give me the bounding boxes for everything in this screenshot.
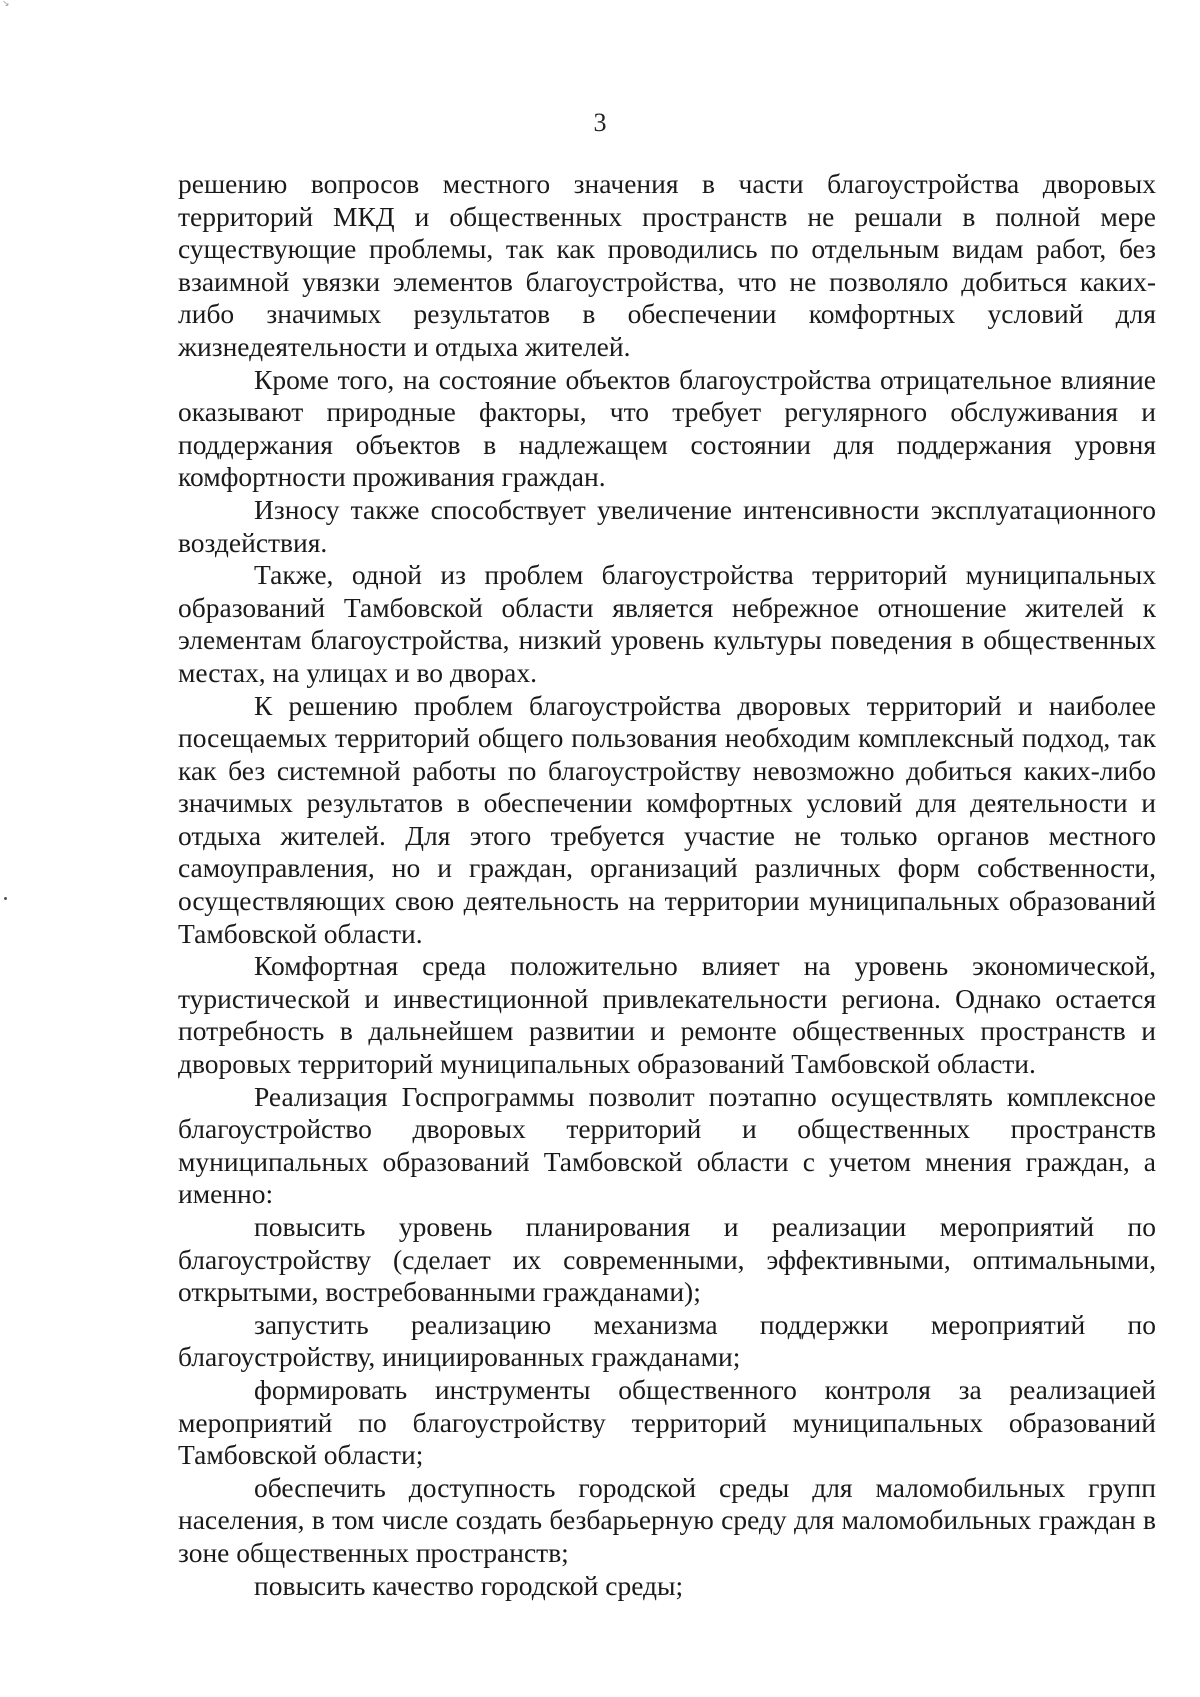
list-item: обеспечить доступность городской среды для маломобильных групп населения, в том числе создать безбарьерную среду для маломобильных граждан в зоне общественных пространств; xyxy=(178,1471,1156,1568)
body-text xyxy=(178,168,1156,1602)
margin-dot xyxy=(4,897,7,900)
paragraph: Реализация Госпрограммы позволит поэтапно осуществлять комплексное благоустройство дворовых территорий и общественных пространств муниципальных образований Тамбовской области с учетом мнения граждан, а именно: xyxy=(178,1080,1156,1210)
list-item: запустить реализацию механизма поддержки мероприятий по благоустройству, инициированных гражданами; xyxy=(178,1308,1156,1373)
paragraph-continuation: решению вопросов местного значения в части благоустройства дворовых территорий МКД и общественных пространств не решали в полной мере существующие проблемы, так как проводились по отдельным видам работ, без взаимной увязки элементов благоустройства, что не позволяло добиться каких-либо значимых результатов в обеспечении комфортных условий для жизнедеятельности и отдыха жителей. xyxy=(178,168,1156,362)
paragraph: К решению проблем благоустройства дворовых территорий и наиболее посещаемых территорий общего пользования необходим комплексный подход, так как без системной работы по благоустройству невозможно добиться каких-либо значимых результатов в обеспечении комфортных условий для деятельности и отдыха жителей. Для этого требуется участие не только органов местного самоуправления, но и граждан, организаций различных форм собственности, осуществляющих свою деятельность на территории муниципальных образований Тамбовской области. xyxy=(178,689,1156,949)
list-item: формировать инструменты общественного контроля за реализацией мероприятий по благоустройству территорий муниципальных образований Тамбовской области; xyxy=(178,1373,1156,1471)
paragraph: Кроме того, на состояние объектов благоустройства отрицательное влияние оказывают природные факторы, что требует регулярного обслуживания и поддержания объектов в надлежащем состоянии для поддержания уровня комфортности проживания граждан. xyxy=(178,363,1156,493)
paragraph: Также, одной из проблем благоустройства территорий муниципальных образований Тамбовской области является небрежное отношение жителей к элементам благоустройства, низкий уровень культуры поведения в общественных местах, на улицах и во дворах. xyxy=(178,559,1156,688)
list-item: повысить качество городской среды; xyxy=(254,1569,684,1601)
page-number: 3 xyxy=(593,108,607,137)
paragraph: Комфортная среда положительно влияет на уровень экономической, туристической и инвестиционной привлекательности региона. Однако остается потребность в дальнейшем развитии и ремонте общественных пространств и дворовых территорий муниципальных образований Тамбовской области. xyxy=(178,950,1156,1080)
list-item: повысить уровень планирования и реализации мероприятий по благоустройству (сделает их современными, эффективными, оптимальными, открытыми, востребованными гражданами); xyxy=(178,1211,1156,1308)
scan-corner-mark: ↘ xyxy=(2,0,10,9)
paragraph: Износу также способствует увеличение интенсивности эксплуатационного воздействия. xyxy=(178,493,1156,558)
